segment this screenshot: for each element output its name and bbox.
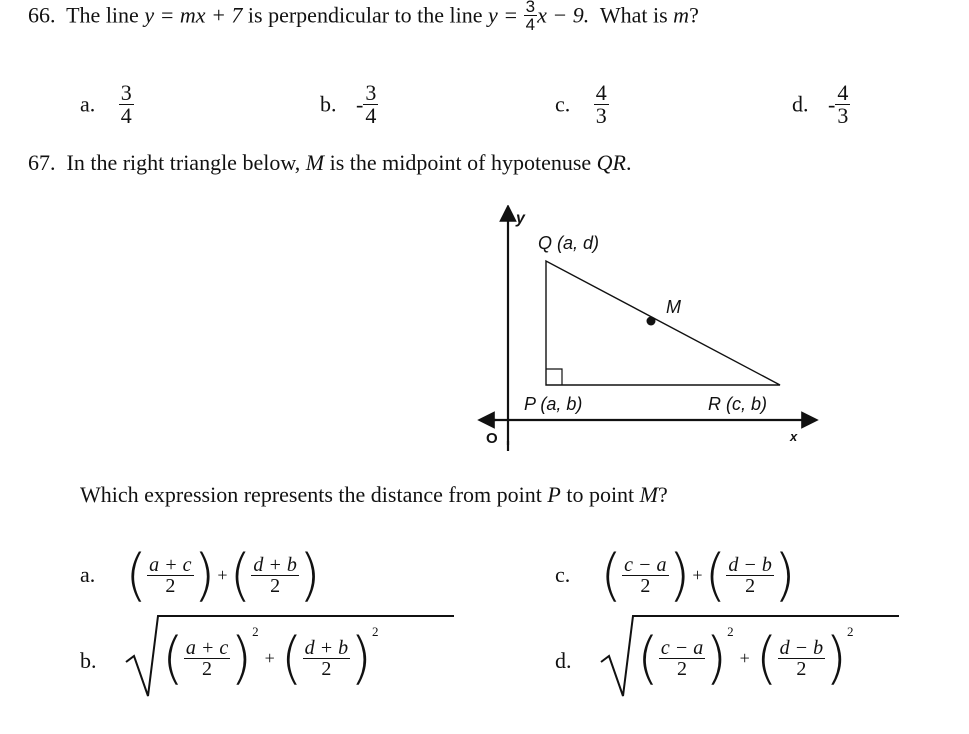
right-paren: ) xyxy=(193,542,216,608)
question-text: In the right triangle below, xyxy=(66,150,301,175)
prompt-text: to point xyxy=(566,482,635,507)
variable: m xyxy=(673,2,690,28)
point-q-label: Q (a, d) xyxy=(538,233,600,253)
variable: QR xyxy=(596,150,626,175)
choice-letter: b. xyxy=(320,91,337,117)
question-mark: ? xyxy=(689,2,699,28)
left-paren: ( xyxy=(229,542,252,608)
fraction: $\frac{3}{4}$ xyxy=(365,80,377,128)
right-paren: ) xyxy=(825,625,847,691)
plus-sign: + xyxy=(217,564,228,585)
plus-sign: + xyxy=(264,647,275,668)
question-mark: ? xyxy=(658,482,668,507)
choice-a[interactable] xyxy=(80,82,134,127)
choice-letter: c. xyxy=(555,91,571,117)
right-paren: ) xyxy=(705,625,728,691)
choice-letter: d. xyxy=(555,648,572,673)
right-paren: ) xyxy=(773,542,796,608)
exponent: 2 xyxy=(846,624,854,639)
choice-b[interactable] xyxy=(320,82,378,127)
plus-sign: + xyxy=(739,647,750,668)
fraction: $\frac{4}{3}$ xyxy=(595,80,607,128)
fraction: $\frac{c - a}{2}$ xyxy=(660,636,704,680)
left-paren: ( xyxy=(755,625,778,691)
question-number: 66. xyxy=(28,2,56,28)
left-paren: ( xyxy=(637,625,659,691)
question-67-prompt xyxy=(80,482,668,508)
exponent: 2 xyxy=(252,624,259,639)
period: . xyxy=(625,150,632,175)
point-r-label: R (c, b) xyxy=(708,394,768,414)
question-text: is the midpoint of hypotenuse xyxy=(329,150,592,175)
variable: P xyxy=(547,482,561,507)
radicand xyxy=(637,622,853,694)
question-67-stem xyxy=(28,150,631,176)
left-paren: ( xyxy=(125,542,148,608)
right-paren: ) xyxy=(298,542,321,608)
left-paren: ( xyxy=(704,542,727,608)
right-paren: ) xyxy=(230,625,253,691)
fraction: $\frac{4}{3}$ xyxy=(837,80,849,128)
exponent: 2 xyxy=(371,624,379,639)
minus-sign: - xyxy=(356,91,364,117)
left-paren: ( xyxy=(162,625,184,691)
fraction: $\frac{d + b}{2}$ xyxy=(304,636,349,680)
fraction: $\frac{a + c}{2}$ xyxy=(185,636,229,680)
right-paren: ) xyxy=(668,542,691,608)
radicand xyxy=(162,622,378,694)
variable: M xyxy=(639,482,658,507)
right-paren: ) xyxy=(350,625,372,691)
right-angle-mark xyxy=(546,369,562,385)
prompt-text: Which expression represents the distance from point xyxy=(80,482,542,507)
point-m-label: M xyxy=(666,297,681,317)
fraction: $\frac{c - a}{2}$ xyxy=(624,553,667,597)
y-axis-label: y xyxy=(516,210,525,227)
fraction: $\frac{d - b}{2}$ xyxy=(728,553,772,597)
midpoint-dot xyxy=(647,317,656,326)
question-number: 67. xyxy=(28,150,56,175)
question-text: What is xyxy=(599,2,668,28)
fraction: $\frac{3}{4}$ xyxy=(525,0,536,34)
question-66-stem xyxy=(28,2,699,33)
choice-letter: b. xyxy=(80,648,97,673)
triangle-diagram xyxy=(470,205,820,455)
left-paren: ( xyxy=(280,625,303,691)
point-p-label: P (a, b) xyxy=(524,394,583,414)
choice-letter: a. xyxy=(80,91,96,117)
question-text: is perpendicular to the line xyxy=(247,2,483,28)
choice-c[interactable] xyxy=(555,82,609,127)
equation: y = mx + 7 xyxy=(144,2,243,28)
right-triangle xyxy=(546,261,780,385)
variable: M xyxy=(305,150,325,175)
choice-letter: d. xyxy=(792,91,809,117)
equation: y = xyxy=(488,2,519,28)
choice-a[interactable] xyxy=(80,540,321,610)
origin-label: O xyxy=(486,430,498,447)
question-text: The line xyxy=(66,2,139,28)
minus-sign: - xyxy=(828,91,836,117)
left-paren: ( xyxy=(600,542,623,608)
exponent: 2 xyxy=(727,624,734,639)
equation: x − 9. xyxy=(537,2,590,28)
fraction: $\frac{a + c}{2}$ xyxy=(149,553,192,597)
choice-c[interactable] xyxy=(555,540,796,610)
plus-sign: + xyxy=(692,564,703,585)
choice-letter: a. xyxy=(80,562,96,587)
fraction: $\frac{d + b}{2}$ xyxy=(253,553,297,597)
x-axis-label: x xyxy=(790,429,798,444)
fraction: $\frac{d - b}{2}$ xyxy=(779,636,824,680)
choice-d[interactable] xyxy=(792,82,850,127)
fraction: $\frac{3}{4}$ xyxy=(120,80,132,128)
choice-letter: c. xyxy=(555,562,571,587)
